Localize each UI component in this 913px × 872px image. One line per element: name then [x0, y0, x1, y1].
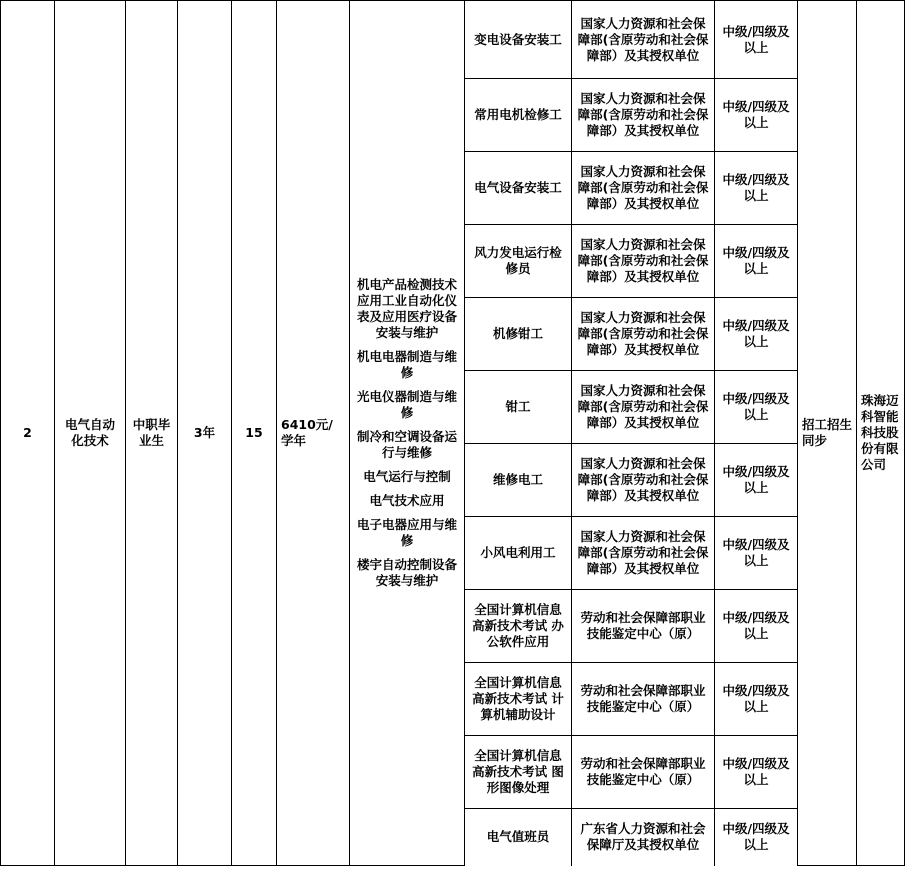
certificate-level: 中级/四级及以上 [715, 225, 798, 298]
certificate-name: 全国计算机信息高新技术考试 办公软件应用 [465, 590, 572, 663]
certificate-level: 中级/四级及以上 [715, 590, 798, 663]
certificate-authority: 劳动和社会保障部职业技能鉴定中心（原） [572, 590, 715, 663]
study-duration: 3年 [178, 1, 232, 866]
major-name: 电气自动化技术 [55, 1, 126, 866]
certificate-name: 电气设备安装工 [465, 152, 572, 225]
certificate-authority: 国家人力资源和社会保障部(含原劳动和社会保障部）及其授权单位 [572, 298, 715, 371]
related-major-item: 制冷和空调设备运行与维修 [356, 429, 457, 460]
certificate-name: 常用电机检修工 [465, 79, 572, 152]
certificate-level: 中级/四级及以上 [715, 1, 798, 79]
certificate-name: 维修电工 [465, 444, 572, 517]
enrollment-quota: 15 [232, 1, 277, 866]
certificate-authority: 国家人力资源和社会保障部(含原劳动和社会保障部）及其授权单位 [572, 371, 715, 444]
company-name: 珠海迈科智能科技股份有限公司 [857, 1, 905, 866]
certificate-authority: 国家人力资源和社会保障部(含原劳动和社会保障部）及其授权单位 [572, 1, 715, 79]
related-major-item: 光电仪器制造与维修 [356, 389, 457, 420]
certificate-level: 中级/四级及以上 [715, 444, 798, 517]
related-major-item: 楼宇自动控制设备安装与维护 [356, 557, 457, 588]
certificate-name: 钳工 [465, 371, 572, 444]
certificate-level: 中级/四级及以上 [715, 152, 798, 225]
certificate-authority: 国家人力资源和社会保障部(含原劳动和社会保障部）及其授权单位 [572, 79, 715, 152]
table-row [1, 1, 905, 79]
related-major-item: 电气技术应用 [369, 493, 445, 508]
certificate-authority: 国家人力资源和社会保障部(含原劳动和社会保障部）及其授权单位 [572, 517, 715, 590]
certificate-level: 中级/四级及以上 [715, 517, 798, 590]
certificate-authority: 国家人力资源和社会保障部(含原劳动和社会保障部）及其授权单位 [572, 225, 715, 298]
certificate-authority: 劳动和社会保障部职业技能鉴定中心（原） [572, 663, 715, 736]
related-major-item: 机电电器制造与维修 [356, 349, 457, 380]
certificate-name: 电气值班员 [465, 809, 572, 866]
certificate-level: 中级/四级及以上 [715, 371, 798, 444]
education-level: 中职毕业生 [126, 1, 178, 866]
certificate-level: 中级/四级及以上 [715, 736, 798, 809]
certificate-authority: 劳动和社会保障部职业技能鉴定中心（原） [572, 736, 715, 809]
related-major-item: 机电产品检测技术应用工业自动化仪表及应用医疗设备安装与维护 [356, 277, 457, 340]
table-body [1, 1, 905, 866]
certificate-name: 变电设备安装工 [465, 1, 572, 79]
related-major-item: 电子电器应用与维修 [356, 517, 457, 548]
certificate-level: 中级/四级及以上 [715, 298, 798, 371]
certificate-name: 机修钳工 [465, 298, 572, 371]
certificate-level: 中级/四级及以上 [715, 809, 798, 866]
certificate-name: 风力发电运行检修员 [465, 225, 572, 298]
certificate-name: 小风电利用工 [465, 517, 572, 590]
certificate-name: 全国计算机信息高新技术考试 计算机辅助设计 [465, 663, 572, 736]
certificate-name: 全国计算机信息高新技术考试 图形图像处理 [465, 736, 572, 809]
certificate-level: 中级/四级及以上 [715, 79, 798, 152]
certificate-authority: 广东省人力资源和社会保障厅及其授权单位 [572, 809, 715, 866]
related-majors-list [350, 1, 465, 866]
tuition-fee: 6410元/学年 [277, 1, 350, 866]
certificate-authority: 国家人力资源和社会保障部(含原劳动和社会保障部）及其授权单位 [572, 444, 715, 517]
related-major-item: 电气运行与控制 [363, 469, 451, 484]
recruitment-timing: 招工招生同步 [798, 1, 857, 866]
certificate-authority: 国家人力资源和社会保障部(含原劳动和社会保障部）及其授权单位 [572, 152, 715, 225]
certificate-level: 中级/四级及以上 [715, 663, 798, 736]
row-index: 2 [1, 1, 55, 866]
